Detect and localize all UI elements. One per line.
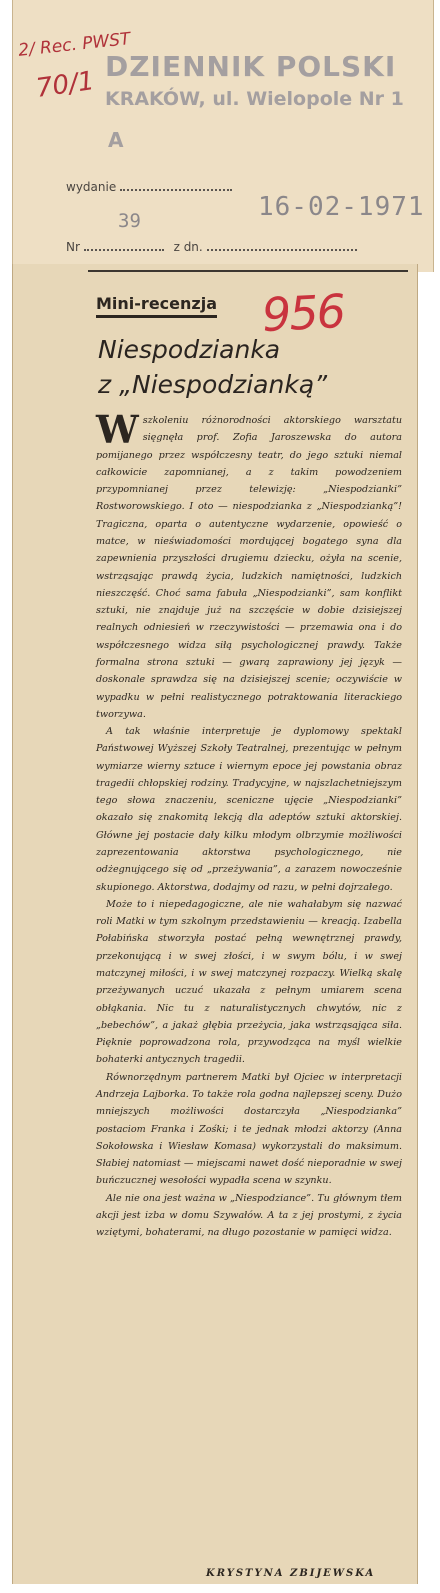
date-label: z dn. [173, 240, 203, 254]
author-byline: KRYSTYNA ZBIJEWSKA [206, 1568, 376, 1579]
number-label: Nr [66, 240, 80, 254]
drop-cap: W [96, 407, 139, 452]
stamp-letter: A [108, 128, 124, 152]
article-title-line2: z „Niespodzianką” [98, 370, 328, 399]
paragraph: Może to i niepedagogiczne, ale nie wahałabym się nazwać roli Matki w tym szkolnym przedstawieniu — kreacją. Izabella Połabińska stworzyła postać pełną wewnętrznej prawdy, przekonującą i w swej złości, i w swym bólu, i w swej matczynej miłości, i w swej matczynej rozpaczy. Wielką skalę przeżywanych uczuć ukazała z pełnym umiarem scena obłąkania. Nic tu z naturalistycznych chwytów, nic z „bebechów”, a jakaż głębia przeżycia, jaka wstrząsająca siła. Pięknie poprowadzona rola, przywodząca na myśl wielkie bohaterki antycznych tragedii. [96, 898, 402, 1066]
handwritten-folio: 70/1 [34, 66, 97, 104]
edition-label: wydanie [66, 180, 117, 194]
article-body [96, 407, 402, 1242]
paragraph: Równorzędnym partnerem Matki był Ojciec w interpretacji Andrzeja Lajborka. To także rola godna najlepszej sceny. Dużo mniejszych możliwości dostarczyła „Niespodzianka” postaciom Franka i Zośki; i te jednak młodzi aktorzy (Anna Sokołowska i Wiesław Komasa) wykorzystali do maksimum. Słabiej natomiast — miejscami nawet dość nieporadnie w swej buńczucznej wesołości wypadła scena w szynku. [96, 1071, 402, 1187]
paragraph-text: szkoleniu różnorodności aktorskiego warsztatu sięgnęła prof. Zofia Jaroszewska do autora pomijanego przez współczesny teatr, do jego sztuki niemal całkowicie zapomnianej, a z takim powodzeniem przypomnianej przez telewizję: „Niespodzianki” Rostworowskiego. I oto — niespodzianka z „Niespodzianką”! Tragiczna, oparta o autentyczne wydarzenie, opowieść o matce, w nieświadomości mordującej bogatego syna dla zapewnienia przyszłości drugiemu dziecku, ożyła na scenie, wstrząsając prawdą życia, ludzkich namiętności, ludzkich nieszczęść. Choć sama fabuła „Niespodzianki”, sam konflikt sztuki, nie znajduje już na szczęście w dobie dzisiejszej realnych odniesień w rzeczywistości — przemawia ona i do współczesnego widza siłą psychologicznej prawdy. Także formalna strona sztuki — gwarą zaprawiony jej język — doskonale sprawdza się na dzisiejszej scenie; oczywiście w wypadku w pełni realistycznego potraktowania literackiego tworzywa. [96, 415, 402, 720]
edition-field [66, 180, 232, 194]
dotted-line [207, 241, 357, 251]
issue-number: 39 [118, 210, 141, 232]
column-top-rule [88, 270, 408, 272]
dotted-line [120, 181, 232, 191]
number-field [66, 240, 357, 254]
rubric-label: Mini-recenzja [96, 294, 217, 318]
stamped-date: 16-02-1971 [258, 192, 425, 222]
paragraph: Ale nie ona jest ważna w „Niespodziance”. Tu głównym tłem akcji jest izba w domu Szywałów. A ta z jej prostymi, z życia wziętymi, bohaterami, na długo pozostanie w pamięci widza. [96, 1192, 402, 1239]
handwritten-note: 2/ Rec. PWST [17, 29, 132, 61]
newspaper-stamp: DZIENNIK POLSKI [105, 50, 397, 83]
article-title-line1: Niespodzianka [98, 335, 281, 364]
paragraph: A tak właśnie interpretuje je dyplomowy spektakl Państwowej Wyższej Szkoły Teatralnej, prezentując w pełnym wymiarze wierny sztuce i wiernym epoce jej powstania obraz tragedii chłopskiej rodziny. Tradycyjne, w najszlachetniejszym tego słowa znaczeniu, sceniczne ujęcie „Niespodzianki” okazało się znakomitą lekcją dla adeptów sztuki aktorskiej. Główne jej postacie dały kilku młodym olbrzymie możliwości zaprezentowania aktorstwa psychologicznego, nie odżegnującego się od „przeżywania”, a zarazem nowocześnie skupionego. Aktorstwa, dodajmy od razu, w pełni dojrzałego. [96, 726, 402, 893]
paragraph [96, 407, 402, 723]
dotted-line [84, 241, 164, 251]
newspaper-address: KRAKÓW, ul. Wielopole Nr 1 [105, 88, 404, 110]
inventory-number: 956 [260, 283, 346, 343]
